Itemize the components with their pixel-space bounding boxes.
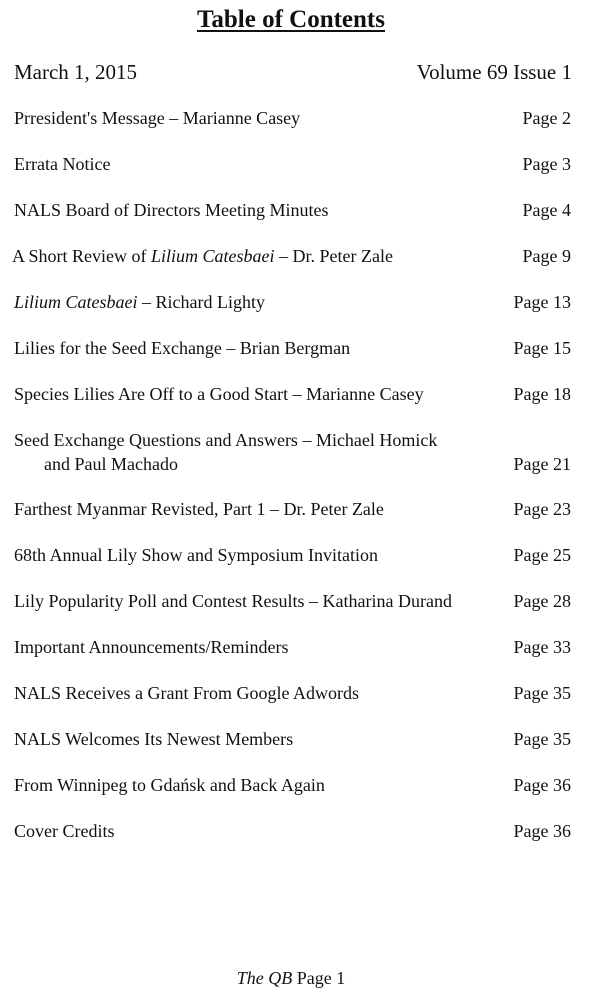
toc-entry-page: Page 35 — [513, 729, 571, 749]
toc-entry-title-suffix: – Richard Lighty — [137, 292, 265, 312]
toc-entry[interactable] — [0, 430, 610, 499]
toc-entry[interactable] — [0, 729, 610, 775]
toc-entry[interactable] — [0, 821, 610, 867]
toc-entry-title: 68th Annual Lily Show and Symposium Invitation — [14, 545, 378, 565]
toc-entry-title-prefix: A Short Review of — [12, 246, 151, 266]
publication-name: The QB — [236, 968, 293, 988]
toc-entry-title-species: Lilium Catesbaei — [14, 292, 138, 312]
footer-page-number: Page 1 — [296, 968, 346, 988]
toc-entry-title-species: Lilium Catesbaei — [151, 246, 275, 266]
page-footer — [0, 968, 582, 989]
toc-entry-page: Page 9 — [522, 246, 571, 266]
toc-entry-page: Page 4 — [522, 200, 571, 220]
toc-entry-page: Page 28 — [513, 591, 571, 611]
toc-entry-page: Page 33 — [513, 637, 571, 657]
toc-entry-page: Page 2 — [522, 108, 571, 128]
toc-entry[interactable] — [0, 775, 610, 821]
toc-entry-title: Important Announcements/Reminders — [14, 637, 289, 657]
toc-entry-title — [12, 246, 393, 267]
page-title: Table of Contents — [197, 6, 385, 33]
toc-entry[interactable] — [0, 338, 610, 384]
toc-entry-title: NALS Welcomes Its Newest Members — [14, 729, 294, 749]
toc-entry-page: Page 3 — [522, 154, 571, 174]
toc-entry-page: Page 13 — [513, 292, 571, 312]
toc-entry-title: Lily Popularity Poll and Contest Results – Katharina Durand — [14, 591, 452, 611]
toc-entry[interactable] — [0, 154, 610, 200]
toc-entry-title-suffix: – Dr. Peter Zale — [274, 246, 393, 266]
toc-list — [0, 108, 610, 867]
toc-entry-title: NALS Receives a Grant From Google Adwords — [14, 683, 359, 703]
toc-entry-page: Page 18 — [513, 384, 571, 404]
issue-info — [14, 60, 572, 85]
toc-entry-page: Page 36 — [513, 821, 571, 841]
toc-entry[interactable] — [0, 292, 610, 338]
toc-entry-title — [14, 292, 265, 313]
toc-entry-page: Page 23 — [513, 499, 571, 519]
toc-entry[interactable] — [0, 108, 610, 154]
toc-entry-title: NALS Board of Directors Meeting Minutes — [14, 200, 329, 220]
toc-entry-title: Cover Credits — [14, 821, 115, 841]
issue-volume: Volume 69 Issue 1 — [416, 60, 572, 84]
toc-entry-page: Page 21 — [513, 454, 571, 474]
toc-entry-title: Farthest Myanmar Revisted, Part 1 – Dr. Peter Zale — [14, 499, 384, 519]
toc-entry-title: Seed Exchange Questions and Answers – Michael Homick — [14, 430, 438, 450]
toc-entry-page: Page 35 — [513, 683, 571, 703]
toc-entry-page: Page 15 — [513, 338, 571, 358]
toc-entry[interactable] — [0, 637, 610, 683]
toc-entry[interactable] — [0, 200, 610, 246]
toc-entry-title: From Winnipeg to Gdańsk and Back Again — [14, 775, 325, 795]
toc-entry[interactable] — [0, 499, 610, 545]
toc-entry[interactable] — [0, 591, 610, 637]
toc-entry-title: Lilies for the Seed Exchange – Brian Bergman — [14, 338, 351, 358]
toc-entry[interactable] — [0, 683, 610, 729]
toc-entry-page: Page 25 — [513, 545, 571, 565]
toc-entry-title-continued: and Paul Machado — [44, 454, 178, 474]
toc-entry[interactable] — [0, 545, 610, 591]
issue-date: March 1, 2015 — [14, 60, 138, 84]
toc-entry[interactable] — [0, 384, 610, 430]
toc-entry-title: Prresident's Message – Marianne Casey — [14, 108, 301, 128]
toc-entry-title: Errata Notice — [14, 154, 111, 174]
toc-entry[interactable] — [0, 246, 610, 292]
toc-entry-page: Page 36 — [513, 775, 571, 795]
toc-entry-title: Species Lilies Are Off to a Good Start – Marianne Casey — [14, 384, 424, 404]
